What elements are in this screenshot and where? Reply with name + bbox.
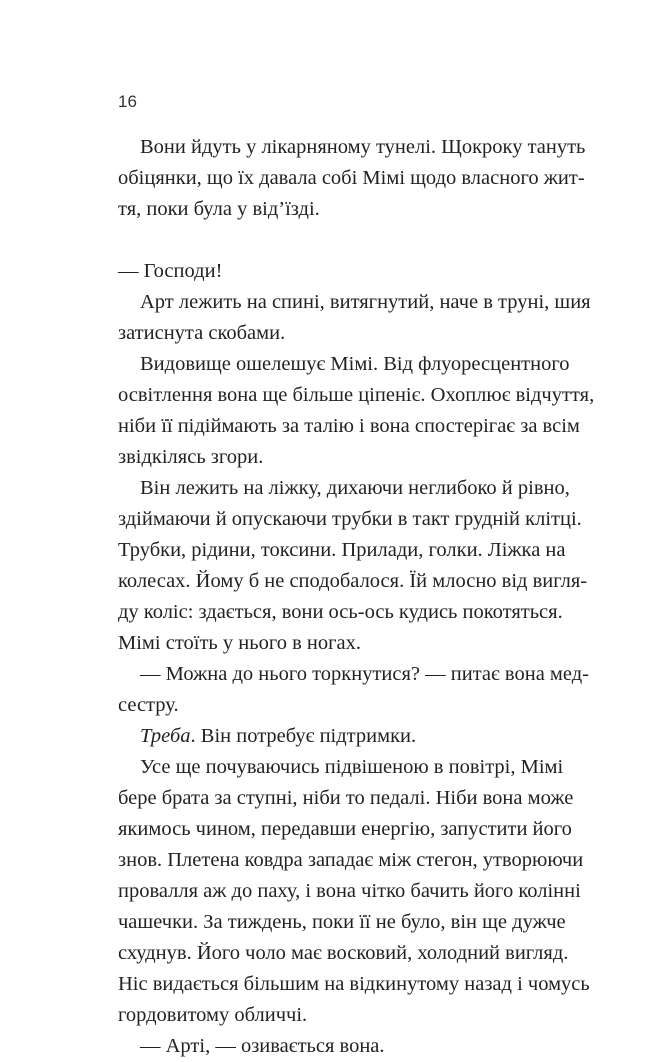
italic-word: Треба [140,725,191,747]
text-line: Він лежить на ліжку, дихаючи неглибоко й рівно, [140,477,570,499]
paragraph-5 [118,473,588,659]
text-line: якимось чином, передавши енергію, запустити його [118,818,572,840]
paragraph-7 [118,721,537,752]
paragraph-8 [118,752,590,1031]
text-line: освітлення вона ще більше ціпеніє. Охоплює відчуття, [118,384,595,406]
text-line: ду коліс: здається, вони ось-ось кудись покотяться. [118,601,563,623]
text-line: бере брата за ступні, ніби то педалі. Ніби вона може [118,787,574,809]
text-line: — Арті, — озивається вона. [140,1035,385,1057]
page-number: 16 [118,92,137,111]
text-line [118,721,537,752]
text-line: Ніс видається більшим на відкинутому назад і чомусь [118,973,590,995]
body-text [118,132,595,1062]
text-line: чашечки. За тиждень, поки її не було, він ще дужче [118,911,566,933]
text-line: затиснута скобами. [118,322,286,344]
text-line: схуднув. Його чоло має восковий, холодний вигляд. [118,942,569,964]
text-line: Видовище ошелешує Мімі. Від флуоресцентного [140,353,570,375]
text-line: здіймаючи й опускаючи трубки в такт грудній клітці. [118,508,582,530]
paragraph-4 [118,349,595,473]
text-line: сестру. [118,694,179,716]
text-line: Мімі стоїть у нього в ногах. [118,632,362,654]
text-line: звідкілясь згори. [118,446,264,468]
paragraph-9 [118,1031,537,1062]
text-line: — Можна до нього торкнутися? — питає вона мед- [140,663,589,685]
text-line: колесах. Йому б не сподобалося. Їй млосно від вигля- [118,570,588,592]
text-line: Усе ще почуваючись підвішеною в повітрі, Мімі [140,756,564,778]
text-line: Арт лежить на спині, витягнутий, наче в труні, шия [140,291,591,313]
text-line: гордовитому обличчі. [118,1004,308,1026]
text-line: ніби її підіймають за талію і вона спостерігає за всім [118,415,580,437]
paragraph-2 [118,256,537,287]
paragraph-1 [118,132,586,225]
text-fragment: . Він потребує підтримки. [190,725,417,747]
text-line: обіцянки, що їх давала собі Мімі щодо власного жит- [118,167,585,189]
text-line: провалля аж до паху, і вона чітко бачить його колінні [118,880,581,902]
text-line: — Господи! [118,260,223,282]
text-line: Трубки, рідини, токсини. Прилади, голки. Ліжка на [118,539,566,561]
paragraph-6 [118,659,589,721]
text-line: тя, поки була у від’їзді. [118,198,320,220]
text-line: Вони йдуть у лікарняному тунелі. Щокроку тануть [140,136,586,158]
paragraph-3 [118,287,591,349]
text-line: знов. Плетена ковдра западає між стегон, утворюючи [118,849,584,871]
